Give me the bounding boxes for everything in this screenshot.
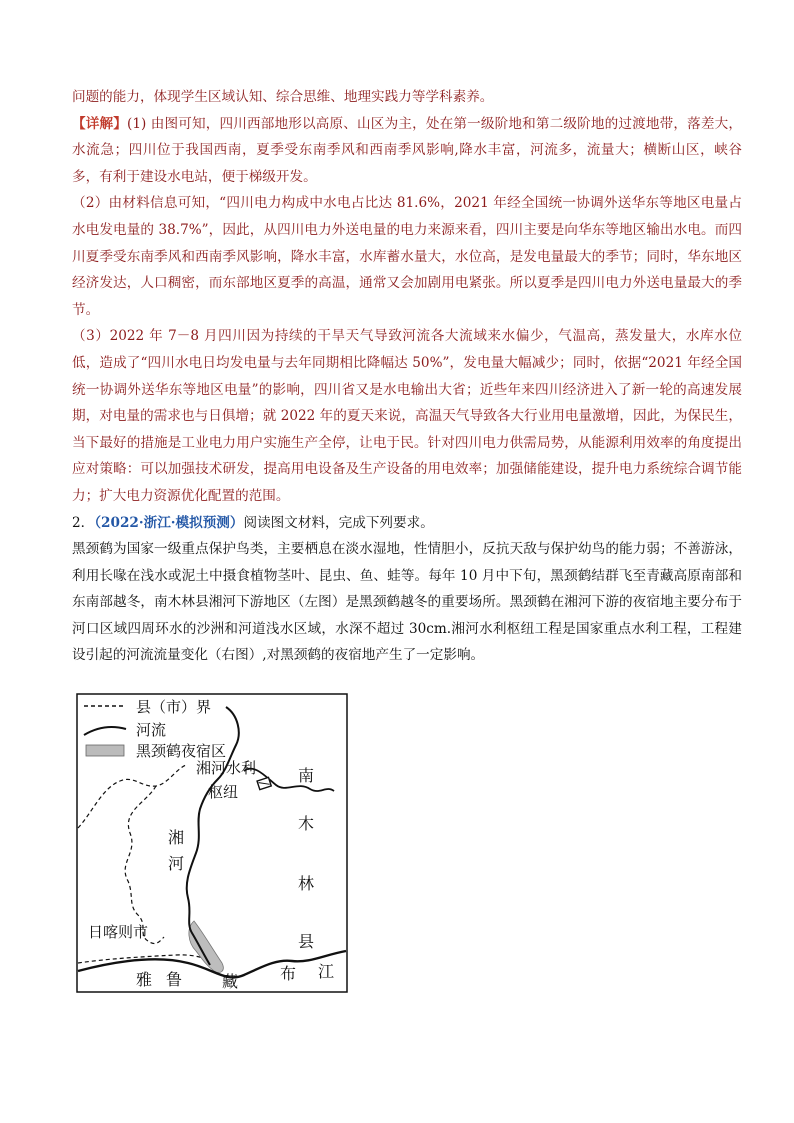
legend-river-label: 河流 — [136, 721, 167, 739]
label-lu: 鲁 — [166, 970, 183, 989]
label-lin: 林 — [298, 874, 315, 893]
label-hub-line1: 湘河水利 — [196, 759, 257, 777]
question-number: 2． — [72, 514, 95, 531]
label-xian: 县 — [298, 932, 315, 951]
label-he: 河 — [168, 854, 185, 873]
material-paragraph: 黑颈鹤为国家一级重点保护鸟类，主要栖息在淡水湿地，性情胆小，反抗天敌与保护幼鸟的能力弱；不善游泳，利用长喙在浅水或泥土中摄食植物茎叶、昆虫、鱼、蛙等。每年 10 月中下旬，黑颈鹤结群飞至青藏高原南部和东南部越冬，南木林县湘河下游地区（左图）是黑颈鹤越冬的重要场所。黑颈鹤在湘河下游的夜宿地主要分布于河口区域四周环水的沙洲和河道浅水区域，水深不超过 30cm.湘河水利枢纽工程是国家重点水利工程，工程建设引起的河流流量变化（右图）,对黑颈鹤的夜宿地产生了一定影响。 — [72, 541, 742, 664]
legend-boundary-label: 县（市）界 — [136, 698, 212, 716]
label-hub-line2: 枢纽 — [208, 783, 239, 801]
intro-paragraph: 问题的能力，体现学生区域认知、综合思维、地理实践力等学科素养。 — [72, 89, 494, 105]
label-bu: 布 — [280, 964, 297, 983]
map-svg — [76, 693, 348, 993]
legend-roost-symbol — [86, 745, 124, 756]
label-rikaze: 日喀则市 — [88, 923, 149, 941]
answer-part-2: （2）由材料信息可知，“四川电力构成中水电占比达 81.6%，2021 年经全国统一协调外送华东等地区电量占水电发电量的 38.7%”，因此，从四川电力外送电量的电力来源来看，四川主要是向华东等地区输出水电。而四川夏季受东南季风和西南季风影响，降水丰富，水库蓄水量大，水位高，是发电量最大的季节；同时，华东地区经济发达，人口稠密，而东部地区夏季的高温，通常又会加剧用电紧张。所以夏季是四川电力外送电量最大的季节。 — [72, 195, 742, 318]
legend-roost-label: 黑颈鹤夜宿区 — [136, 742, 227, 760]
label-jiang: 江 — [318, 962, 335, 981]
detail-tag: 【详解】 — [72, 115, 128, 132]
label-nan: 南 — [298, 766, 315, 785]
question-2-header — [72, 510, 742, 537]
document-body — [72, 84, 742, 669]
question-source: （2022·浙江·模拟预测） — [94, 514, 244, 531]
label-ya: 雅 — [136, 970, 153, 989]
label-zang: 藏 — [222, 972, 239, 991]
answer-part-1-text: (1) 由图可知，四川西部地形以高原、山区为主，处在第一级阶地和第二级阶地的过渡地带，落差大，水流急；四川位于我国西南，夏季受东南季风和西南季风影响,降水丰富，河流多，流量大；横断山区，峡谷多，有利于建设水电站，便于梯级开发。 — [72, 115, 742, 185]
label-xiang: 湘 — [168, 828, 185, 847]
label-mu: 木 — [298, 814, 315, 833]
question-instruction: 阅读图文材料，完成下列要求。 — [243, 514, 434, 531]
answer-part-3: （3）2022 年 7－8 月四川因为持续的干旱天气导致河流各大流域来水偏少，气温高，蒸发量大，水库水位低，造成了“四川水电日均发电量与去年同期相比降幅达 50%”，发电量大幅减少；同时，依据“2021 年经全国统一协调外送华东等地区电量”的影响，四川省又是水电输出大省；近些年来四川经济进入了新一轮的高速发展期，对电量的需求也与日俱增；就 2022 年的夏天来说，高温天气导致各大行业用电量激增，因此，为保民生，当下最好的措施是工业电力用户实施生产全停，让电于民。针对四川电力供需局势，从能源利用效率的角度提出应对策略：可以加强技术研发，提高用电设备及生产设备的用电效率；加强储能建设，提升电力系统综合调节能力；扩大电力资源优化配置的范围。 — [72, 328, 742, 504]
answer-part-1 — [72, 111, 742, 191]
xiang-river-map — [76, 693, 348, 993]
